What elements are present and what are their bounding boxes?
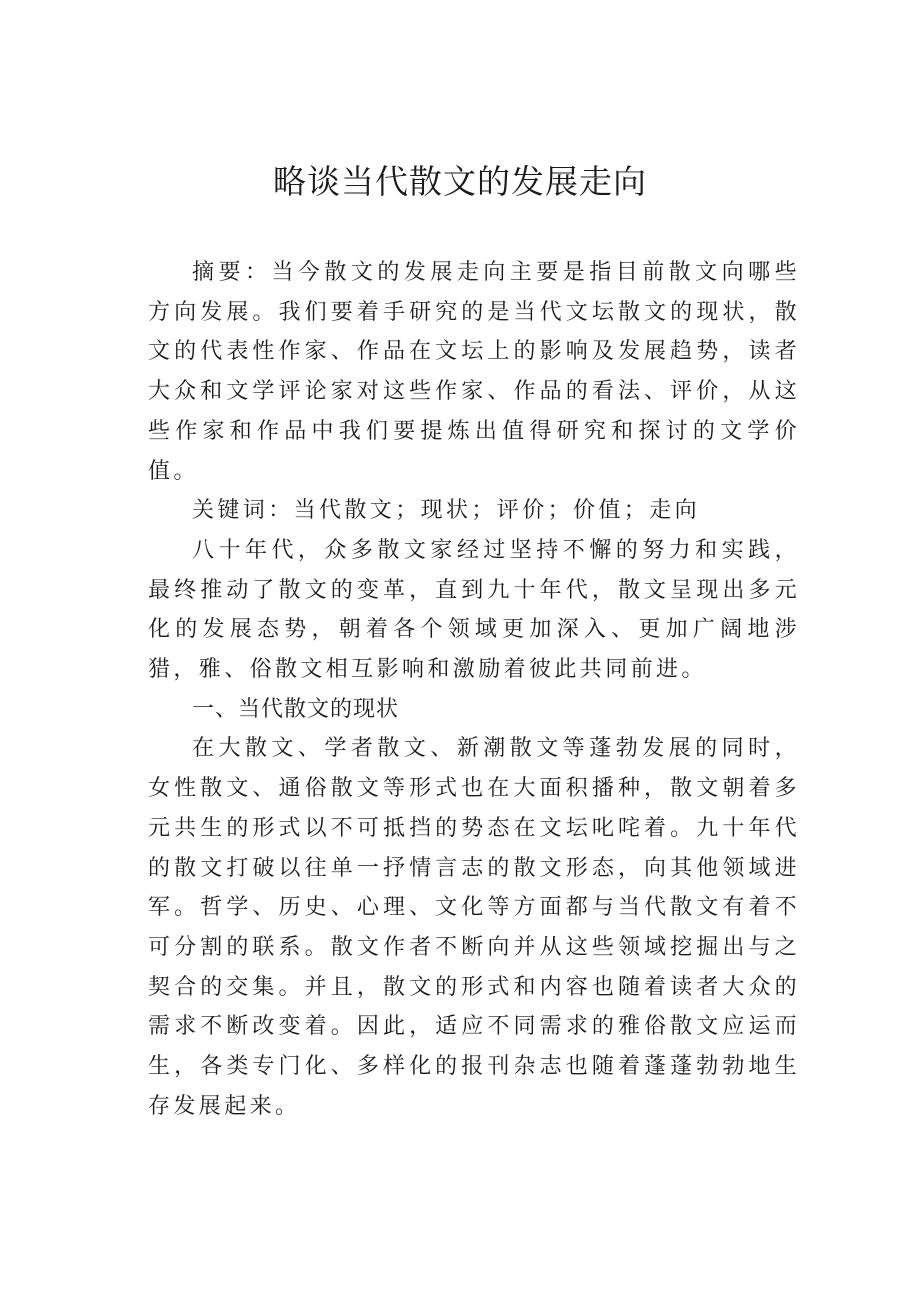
- document-title: 略谈当代散文的发展走向: [273, 162, 647, 201]
- intro-paragraph: 八十年代，众多散文家经过坚持不懈的努力和实践，最终推动了散文的变革，直到九十年代，散文呈现出多元化的发展态势，朝着各个领域更加深入、更加广阔地涉猎，雅、俗散文相互影响和激励着彼此共同前进。: [148, 537, 800, 683]
- section-heading: 一、当代散文的现状: [192, 696, 400, 722]
- abstract-paragraph: 摘要：当今散文的发展走向主要是指目前散文向哪些方向发展。我们要着手研究的是当代文坛散文的现状，散文的代表性作家、作品在文坛上的影响及发展趋势，读者大众和文学评论家对这些作家、作品的看法、评价，从这些作家和作品中我们要提炼出值得研究和探讨的文学价值。: [148, 260, 800, 484]
- keywords-paragraph: 关键词：当代散文；现状；评价；价值；走向: [192, 498, 701, 524]
- section-paragraph: 在大散文、学者散文、新潮散文等蓬勃发展的同时，女性散文、通俗散文等形式也在大面积播种，散文朝着多元共生的形式以不可抵挡的势态在文坛叱咤着。九十年代的散文打破以往单一抒情言志的散文形态，向其他领域进军。哲学、历史、心理、文化等方面都与当代散文有着不可分割的联系。散文作者不断向并从这些领域挖掘出与之契合的交集。并且，散文的形式和内容也随着读者大众的需求不断改变着。因此，适应不同需求的雅俗散文应运而生，各类专门化、多样化的报刊杂志也随着蓬蓬勃勃地生存发展起来。: [148, 736, 800, 1119]
- document-body: [148, 253, 800, 1126]
